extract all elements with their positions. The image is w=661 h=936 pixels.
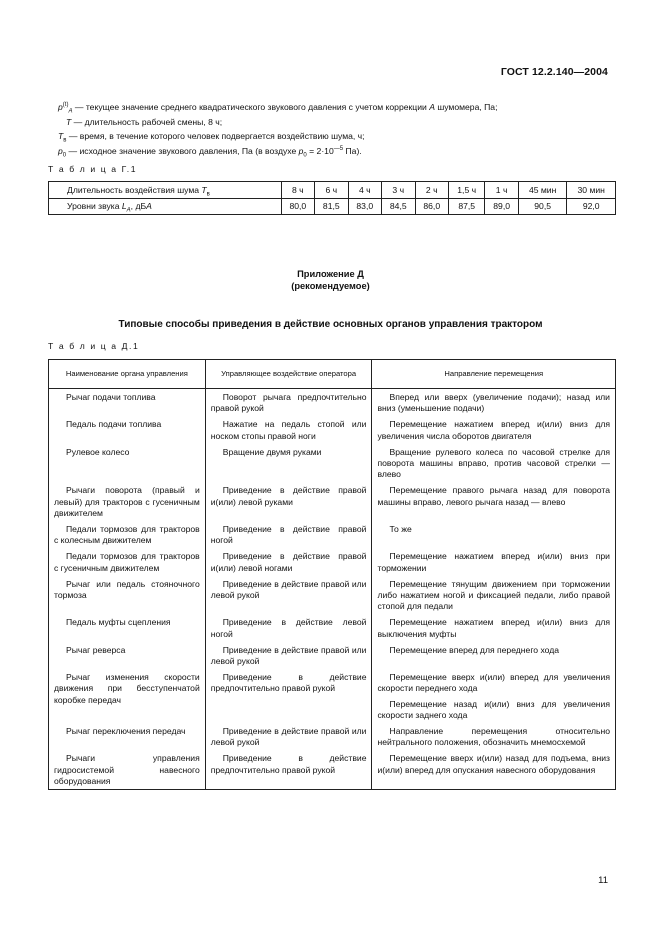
table-cell: 87,5 (448, 198, 484, 215)
column-header: Направление перемещения (372, 360, 616, 389)
table-row (49, 444, 616, 483)
table-cell: 8 ч (281, 182, 314, 199)
table-row-label: Длительность воздействия шума $T_в$ (49, 182, 282, 199)
table-cell: 2 ч (415, 182, 448, 199)
organ-cell: Рычаг изменения скорости движения при бесступенчатой коробке передач (49, 669, 206, 723)
table-cell: 3 ч (382, 182, 415, 199)
appendix-status: (рекомендуемое) (291, 281, 370, 291)
table-cell: 1 ч (485, 182, 518, 199)
action-cell: Приведение в действие предпочтительно правой рукой (205, 669, 372, 723)
formula-definitions (58, 100, 497, 158)
direction-cell: Вперед или вверх (увеличение подачи); назад или вниз (уменьшение подачи) (372, 389, 616, 417)
appendix-name: Приложение Д (297, 269, 364, 279)
direction-cell: То же (372, 521, 616, 548)
table-cell: 45 мин (518, 182, 567, 199)
organ-cell: Рычаги поворота (правый и левый) для тракторов с гусеничным движителем (49, 482, 206, 521)
direction-cell: Перемещение вперед для переднего хода (372, 642, 616, 669)
column-header: Наименование органа управления (49, 360, 206, 389)
action-cell: Приведение в действие правой ногой (205, 521, 372, 548)
direction-cell: Перемещение правого рычага назад для поворота машины вправо, левого рычага назад — влево (372, 482, 616, 521)
organ-cell: Рычаги управления гидросистемой навесного оборудования (49, 750, 206, 789)
table-row (49, 614, 616, 641)
document-code: ГОСТ 12.2.140—2004 (500, 66, 608, 78)
table-cell: 4 ч (348, 182, 381, 199)
definition-pA: $p^{(t)}_A$ — текущее значение среднего квадратического звукового давления с учетом коррекции A шумомера, Па; (58, 102, 498, 115)
table-cell: 1,5 ч (448, 182, 484, 199)
organ-cell: Педаль подачи топлива (49, 416, 206, 443)
appendix-title (0, 268, 661, 292)
table-cell: 84,5 (382, 198, 415, 215)
definition-p0: $p_0$ — исходное значение звукового давления, Па (в воздухе $p_0 = 2\cdot 10^{—5}$ Па). (58, 145, 362, 159)
direction-text-secondary: Перемещение назад и(или) вниз для увеличения скорости заднего хода (377, 698, 610, 720)
table-g1-caption: Т а б л и ц а Г.1 (48, 164, 138, 174)
organ-cell: Педали тормозов для тракторов с гусеничным движителем (49, 548, 206, 575)
table-row-label: Уровни звука $L_A$, дБА (49, 198, 282, 215)
table-row (49, 548, 616, 575)
organ-cell: Рычаг или педаль стояночного тормоза (49, 576, 206, 615)
table-row (49, 416, 616, 443)
table-d1 (48, 359, 616, 790)
table-cell: 30 мин (567, 182, 616, 199)
definition-T: T — длительность рабочей смены, 8 ч; (66, 116, 223, 127)
direction-cell: Перемещение нажатием вперед и(или) вниз при торможении (372, 548, 616, 575)
table-d1-caption: Т а б л и ц а Д.1 (48, 341, 140, 351)
action-cell: Приведение в действие левой ногой (205, 614, 372, 641)
direction-text: Перемещение вверх и(или) вперед для увеличения скорости переднего хода (377, 672, 610, 694)
table-cell: 83,0 (348, 198, 381, 215)
direction-cell: Перемещение нажатием вперед и(или) вниз для увеличения числа оборотов двигателя (372, 416, 616, 443)
table-row (49, 198, 616, 215)
organ-cell: Рулевое колесо (49, 444, 206, 483)
direction-cell: Вращение рулевого колеса по часовой стрелке для поворота машины вправо, против часовой стрелки — влево (372, 444, 616, 483)
action-cell: Приведение в действие предпочтительно правой рукой (205, 750, 372, 789)
direction-cell (372, 669, 616, 723)
direction-cell: Направление перемещения относительно нейтрального положения, обозначить мнемосхемой (372, 723, 616, 750)
organ-cell: Рычаг реверса (49, 642, 206, 669)
table-row (49, 576, 616, 615)
direction-cell: Перемещение нажатием вперед и(или) вниз для выключения муфты (372, 614, 616, 641)
table-cell: 89,0 (485, 198, 518, 215)
action-cell: Приведение в действие правой или левой рукой (205, 642, 372, 669)
table-row (49, 521, 616, 548)
table-cell: 80,0 (281, 198, 314, 215)
appendix-heading: Типовые способы приведения в действие основных органов управления трактором (118, 319, 543, 330)
table-cell: 86,0 (415, 198, 448, 215)
action-cell: Приведение в действие правой и(или) левой ногами (205, 548, 372, 575)
page-number: 11 (598, 875, 608, 886)
action-cell: Приведение в действие правой и(или) левой руками (205, 482, 372, 521)
organ-cell: Рычаг подачи топлива (49, 389, 206, 417)
table-cell: 81,5 (315, 198, 348, 215)
table-row (49, 642, 616, 669)
table-row (49, 389, 616, 417)
table-cell: 90,5 (518, 198, 567, 215)
organ-cell: Рычаг переключения передач (49, 723, 206, 750)
action-cell: Приведение в действие правой или левой рукой (205, 723, 372, 750)
table-row (49, 669, 616, 723)
table-header-row (49, 360, 616, 389)
table-cell: 6 ч (315, 182, 348, 199)
action-cell: Поворот рычага предпочтительно правой рукой (205, 389, 372, 417)
organ-cell: Педали тормозов для тракторов с колесным движителем (49, 521, 206, 548)
table-g1 (48, 181, 616, 215)
direction-cell: Перемещение тянущим движением при торможении либо нажатием ногой и фиксацией педали, либо правой стопой для педали (372, 576, 616, 615)
table-row (49, 750, 616, 789)
definition-Tv: $T_в$ — время, в течение которого человек подвергается воздействию шума, ч; (58, 131, 365, 144)
organ-cell: Педаль муфты сцепления (49, 614, 206, 641)
table-row (49, 723, 616, 750)
direction-cell: Перемещение вверх и(или) назад для подъема, вниз и(или) вперед для опускания навесного оборудования (372, 750, 616, 789)
column-header: Управляющее воздействие оператора (205, 360, 372, 389)
action-cell: Нажатие на педаль стопой или носком стопы правой ноги (205, 416, 372, 443)
table-cell: 92,0 (567, 198, 616, 215)
table-row (49, 182, 616, 199)
action-cell: Приведение в действие правой или левой рукой (205, 576, 372, 615)
table-row (49, 482, 616, 521)
action-cell: Вращение двумя руками (205, 444, 372, 483)
